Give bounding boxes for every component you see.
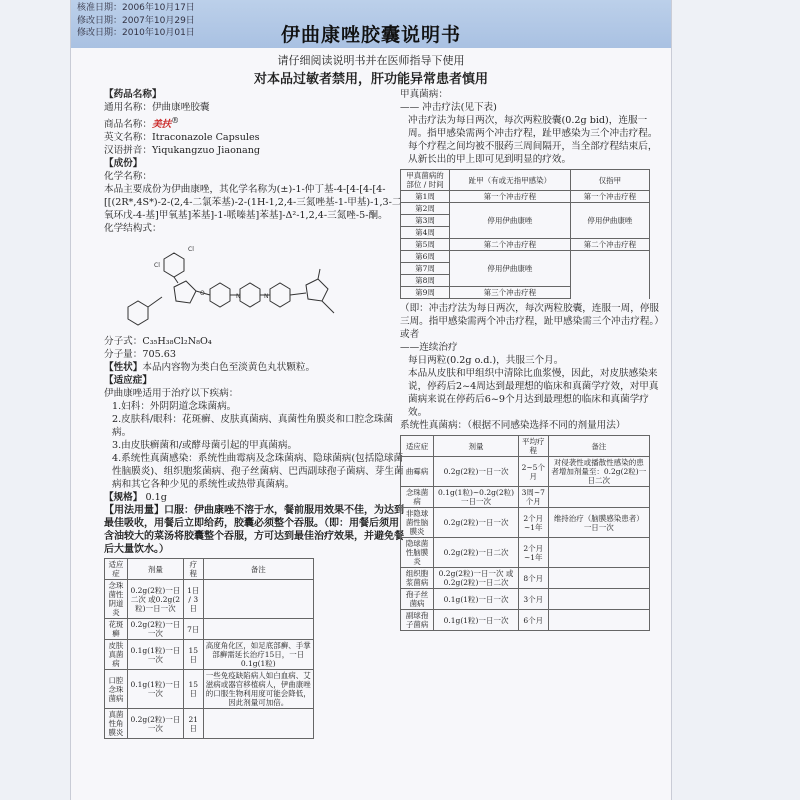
table-cell	[203, 580, 313, 619]
pulse-text: 冲击疗法为每日两次，每次两粒胶囊(0.2g bid)，连服一周。指甲感染需两个冲击疗程，趾甲感染为三个冲击疗程。每个疗程之间均被不服药三周间隔开，当全部疗程结束后，从新长出的甲上即可见到明显的疗效。	[408, 115, 658, 165]
chem-name-label: 化学名称：	[104, 171, 152, 183]
table-cell: 0.1g(1粒)一日一次	[434, 589, 519, 610]
svg-text:N: N	[264, 293, 269, 301]
table-cell: 0.2g(2粒)一日二次	[434, 538, 519, 568]
continuous-head: ——连续治疗	[400, 342, 458, 353]
table-cell: 停用伊曲康唑	[450, 203, 571, 239]
molecular-formula: 分子式：C₃₅H₃₈Cl₂N₈O₄	[104, 336, 212, 348]
table-row	[105, 640, 314, 670]
table-cell: 2~5个月	[518, 457, 548, 487]
col-header: 疗程	[183, 559, 203, 580]
col-header: 趾甲（有或无指甲感染）	[450, 170, 571, 191]
character-text: 本品内容物为类白色至淡黄色丸状颗粒。	[142, 362, 316, 374]
table-cell: 第7周	[401, 263, 450, 275]
table-cell: 0.1g(1粒)一日一次	[434, 610, 519, 631]
table-cell	[548, 568, 649, 589]
struct-label: 化学结构式：	[104, 223, 162, 235]
table-cell: 念珠菌病	[401, 487, 434, 508]
document-title: 伊曲康唑胶囊说明书	[280, 24, 461, 46]
table-cell: 0.2g(2粒)一日二次 或0.2g(2粒)一日一次	[127, 580, 183, 619]
table-cell: 口腔念珠菌病	[105, 670, 128, 709]
dosage-table-left	[104, 558, 314, 739]
table-cell: 第6周	[401, 251, 450, 263]
table-cell: 隐球菌性脑膜炎	[401, 538, 434, 568]
section-composition: 【成份】	[104, 158, 143, 170]
table-cell: 曲霉病	[401, 457, 434, 487]
col-header: 甲真菌病的部位 / 时间	[401, 170, 450, 191]
table-row	[105, 670, 314, 709]
table-cell: 第2周	[401, 203, 450, 215]
indication-1: 1.妇科：外阴阴道念珠菌病。	[112, 401, 237, 413]
table-cell: 孢子丝菌病	[401, 589, 434, 610]
brand-logo: 美扶	[151, 119, 172, 131]
table-row	[401, 457, 650, 487]
section-drug-name: 【药品名称】	[104, 89, 162, 100]
table-cell: 0.2g(2粒)一日一次 或0.2g(2粒)一日二次	[434, 568, 519, 589]
section-usage: 【用法用量】	[104, 505, 164, 517]
table-cell: 停用伊曲康唑	[570, 203, 649, 239]
indication-intro: 伊曲康唑适用于治疗以下疾病：	[104, 388, 239, 400]
or-text: 或者	[400, 329, 420, 340]
table-cell: 对侵袭性或播散性感染的患者增加剂量至：0.2g(2粒)一日二次	[548, 457, 649, 487]
english-name: 英文名称：Itraconazole Capsules	[104, 132, 260, 144]
table-row	[401, 589, 650, 610]
chem-name-text: 本品主要成份为伊曲康唑，其化学名称为(±)-1-仲丁基-4-[4-[4-[4-[[(2R*,4S*)-2-(2,4-二氯苯基)-2-(1H-1,2,4-三氮唑基-1-甲基)-1,3-二氧环戊-4-基]甲氧基]苯基]-1-哌嗪基]苯基]-Δ²-1,2,4-三氮唑-5-酮。	[104, 184, 402, 222]
table-cell: 第一个冲击疗程	[450, 191, 571, 203]
molecular-weight: 分子量：705.63	[104, 349, 176, 361]
table-cell: 第三个冲击疗程	[450, 287, 571, 299]
table-cell: 8个月	[518, 568, 548, 589]
table-row	[401, 538, 650, 568]
table-cell: 第3周	[401, 215, 450, 227]
table-row	[401, 191, 650, 203]
indication-4: 4.系统性真菌感染：系统性曲霉病及念珠菌病、隐球菌病(包括隐球菌性脑膜炎)、组织胞浆菌病、孢子丝菌病、巴西副球孢子菌病、芽生菌病和其它各种少见的系统性或热带真菌病。	[112, 453, 404, 491]
systemic-table	[400, 435, 650, 631]
continuous-dose: 每日两粒(0.2g o.d.)，共服三个月。	[408, 355, 564, 366]
table-cell: 非隐球菌性脑膜炎	[401, 508, 434, 538]
table-cell	[203, 709, 313, 739]
table-cell: 一些免疫缺陷病人如白血病、艾滋病或器官移植病人，伊曲康唑的口服生物利用度可能会降低，因此剂量可加倍。	[203, 670, 313, 709]
pinyin-name: 汉语拼音：Yiqukangzuo Jiaonang	[104, 145, 261, 157]
spec-line	[104, 491, 404, 504]
systemic-head: 系统性真菌病：	[400, 420, 468, 431]
usage-block	[104, 504, 404, 556]
table-cell: 1日 / 3日	[183, 580, 203, 619]
character-line	[104, 361, 404, 374]
indication-3: 3.由皮肤癣菌和/或酵母菌引起的甲真菌病。	[112, 440, 298, 452]
table-cell	[548, 610, 649, 631]
pulse-table	[400, 169, 650, 299]
table-row	[401, 239, 650, 251]
table-cell: 副球孢子菌病	[401, 610, 434, 631]
table-cell: 0.2g(2粒)一日一次	[127, 619, 183, 640]
table-cell: 第8周	[401, 275, 450, 287]
generic-name: 通用名称：伊曲康唑胶囊	[104, 102, 210, 113]
table-cell	[548, 589, 649, 610]
table-cell: 第9周	[401, 287, 450, 299]
table-row	[401, 508, 650, 538]
systemic-line	[400, 419, 662, 432]
table-cell: 第1周	[401, 191, 450, 203]
table-cell: 0.2g(2粒)一日一次	[127, 709, 183, 739]
read-notice: 请仔细阅读说明书并在医师指导下使用	[277, 54, 465, 67]
section-indications: 【适应症】	[104, 375, 152, 387]
table-cell: 花斑癣	[105, 619, 128, 640]
table-cell: 6个月	[518, 610, 548, 631]
table-row	[105, 709, 314, 739]
table-row	[401, 487, 650, 508]
table-cell: 15日	[183, 670, 203, 709]
col-header: 适应症	[401, 436, 434, 457]
table-cell: 第5周	[401, 239, 450, 251]
table-cell: 真菌性角膜炎	[105, 709, 128, 739]
table-row	[401, 203, 650, 215]
trade-name: 商品名称：美扶®	[104, 116, 180, 131]
continuous-text: 本品从皮肤和甲组织中清除比血浆慢，因此，对皮肤感染来说，停药后2~4周达到最理想的临床和真菌学疗效，对甲真菌病来说在停药后6~9个月达到最理想的临床和真菌学疗效。	[408, 368, 659, 418]
date-revised-1: 修改日期：2007年10月29日	[77, 15, 195, 26]
warning-line: 对本品过敏者禁用，肝功能异常患者慎用	[253, 72, 488, 87]
table-cell: 皮肤真菌病	[105, 640, 128, 670]
systemic-note: （根据不同感染选择不同的剂量用法）	[467, 420, 626, 431]
table-row	[105, 619, 314, 640]
table-cell: 0.1g(1粒)一日一次	[127, 640, 183, 670]
table-cell: 第二个冲击疗程	[450, 239, 571, 251]
table-cell	[548, 487, 649, 508]
table-cell: 15日	[183, 640, 203, 670]
table-cell: 高度角化区，如足底部癣、手掌部癣需延长治疗15日，一日0.1g(1粒)	[203, 640, 313, 670]
svg-text:N: N	[236, 293, 241, 301]
pulse-note: （即：冲击疗法为每日两次，每次两粒胶囊，连服一周，停服三周。指甲感染需两个冲击疗程，趾甲感染需三个冲击疗程。）	[400, 303, 664, 327]
table-cell: 停用伊曲康唑	[450, 251, 571, 287]
col-header: 备注	[548, 436, 649, 457]
table-cell: 3周~7个月	[518, 487, 548, 508]
left-column	[104, 88, 404, 739]
col-header: 平均疗程	[518, 436, 548, 457]
table-cell: 0.1g(1粒)一日一次	[127, 670, 183, 709]
table-cell: 0.2g(2粒)一日一次	[434, 508, 519, 538]
table-cell: 第二个冲击疗程	[570, 239, 649, 251]
table-cell: 21日	[183, 709, 203, 739]
spec-value: 0.1g	[145, 492, 167, 504]
section-spec: 【规格】	[104, 492, 143, 504]
table-cell: 7日	[183, 619, 203, 640]
date-revised-2: 修改日期：2010年10月01日	[77, 28, 195, 38]
structure-diagram	[106, 237, 356, 327]
table-cell	[548, 538, 649, 568]
table-cell: 2个月~1年	[518, 508, 548, 538]
table-cell: 0.1g(1粒)~0.2g(2粒)一日一次	[434, 487, 519, 508]
table-row	[105, 580, 314, 619]
usage-text: 口服：伊曲康唑不溶于水，餐前服用效果不佳，为达到最佳吸收，用餐后立即给药，胶囊必须整个吞服。（即：用餐后须用含油较大的菜汤将胶囊整个吞服，方可达到最佳治疗效果，并避免餐后大量饮水。）	[104, 505, 404, 556]
col-header: 剂量	[127, 559, 183, 580]
table-cell: 0.2g(2粒)一日一次	[434, 457, 519, 487]
table-cell: 念珠菌性阴道炎	[105, 580, 128, 619]
table-cell: 第一个冲击疗程	[570, 191, 649, 203]
section-character: 【性状】	[104, 362, 143, 374]
table-row	[401, 610, 650, 631]
nail-head: 甲真菌病：	[400, 89, 448, 100]
table-cell: 组织胞浆菌病	[401, 568, 434, 589]
indication-2: 2.皮肤科/眼科：花斑癣、皮肤真菌病、真菌性角膜炎和口腔念珠菌病。	[112, 414, 394, 439]
table-cell: 3个月	[518, 589, 548, 610]
trade-name-label: 商品名称：	[104, 119, 152, 131]
table-cell: 维持治疗（脑膜感染患者）一日一次	[548, 508, 649, 538]
table-row	[401, 251, 650, 263]
pulse-head: —— 冲击疗法(见下表)	[400, 102, 497, 113]
col-header: 适应症	[105, 559, 128, 580]
table-cell	[570, 251, 649, 299]
col-header: 仅指甲	[570, 170, 649, 191]
table-cell: 第4周	[401, 227, 450, 239]
svg-text:O: O	[200, 290, 205, 298]
col-header: 备注	[203, 559, 313, 580]
table-cell: 2个月~1年	[518, 538, 548, 568]
date-approved: 核准日期：2006年10月17日	[77, 3, 195, 13]
table-row	[401, 568, 650, 589]
right-column	[400, 88, 662, 631]
svg-text:Cl: Cl	[188, 246, 194, 254]
col-header: 剂量	[434, 436, 519, 457]
table-cell	[203, 619, 313, 640]
svg-text:Cl: Cl	[154, 262, 160, 270]
